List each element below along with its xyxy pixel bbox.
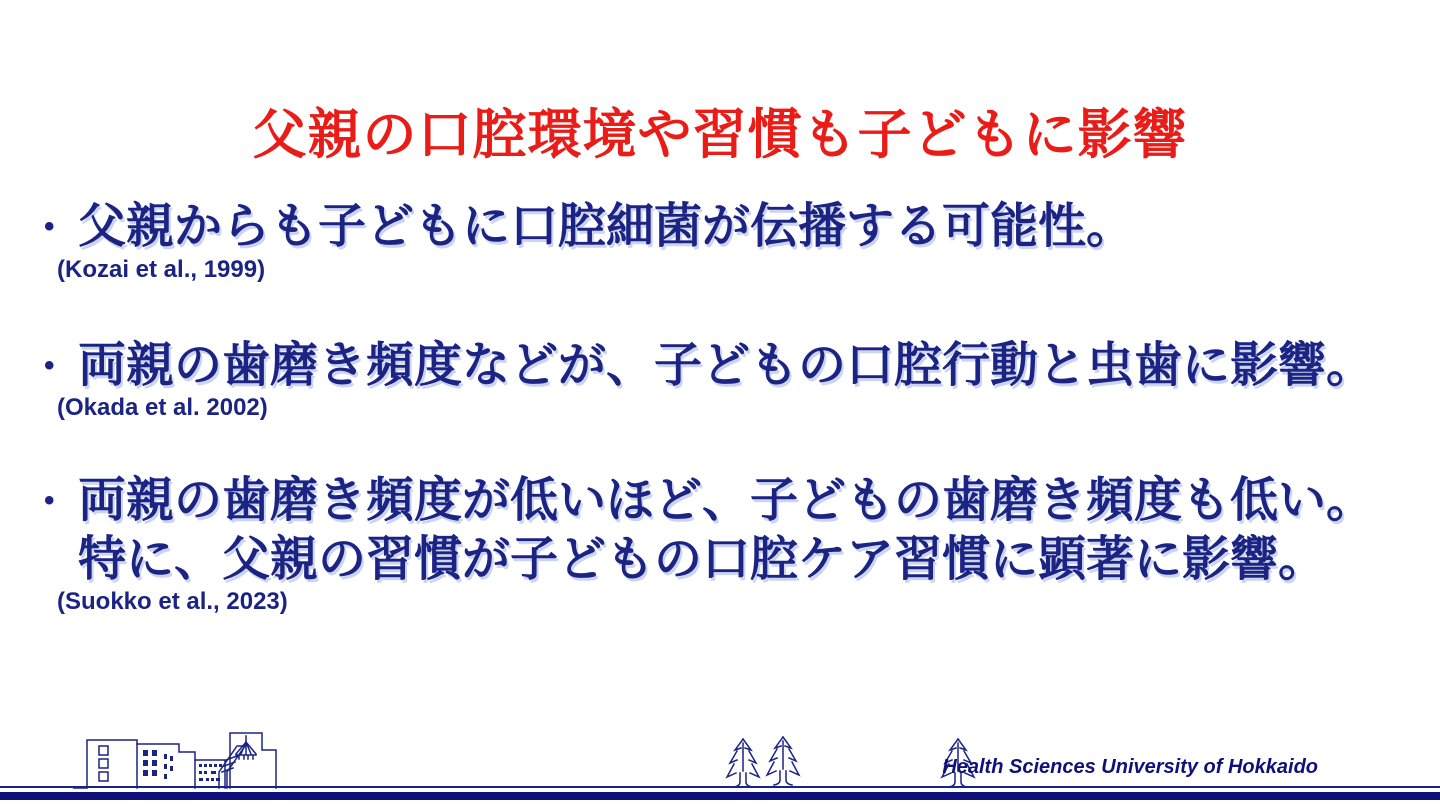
university-name: Health Sciences University of Hokkaido <box>942 756 1318 778</box>
bullet-text-line: 特に、父親の習慣が子どもの口腔ケア習慣に顕著に影響。 <box>78 533 1327 586</box>
bullet-dot: • <box>44 349 55 382</box>
bullet-text-line: 両親の歯磨き頻度などが、子どもの口腔行動と虫歯に影響。 <box>78 339 1375 392</box>
citation-text: (Kozai et al., 1999) <box>57 256 266 283</box>
citation-text: (Okada et al. 2002) <box>57 394 268 421</box>
campus-buildings-illustration <box>73 730 278 790</box>
bullet-item <box>44 337 1374 394</box>
slide-title: 父親の口腔環境や習慣も子どもに影響 <box>252 105 1188 165</box>
bullet-text <box>78 198 1134 255</box>
bullet-text-line: 父親からも子どもに口腔細菌が伝播する可能性。 <box>78 200 1135 253</box>
citation-text: (Suokko et al., 2023) <box>57 588 288 615</box>
bullet-text-line: 両親の歯磨き頻度が低いほど、子どもの歯磨き頻度も低い。 <box>78 474 1375 527</box>
bullet-text <box>78 337 1374 394</box>
bullet-dot: • <box>44 484 55 517</box>
bullet-item <box>44 471 1374 589</box>
pine-tree-icon <box>761 735 805 787</box>
bullet-dot: • <box>44 210 55 243</box>
pine-tree-icon <box>721 737 765 789</box>
bullet-text <box>78 471 1374 589</box>
footer-bar <box>0 792 1440 800</box>
bullet-item <box>44 198 1134 255</box>
ground-line <box>0 786 1440 788</box>
